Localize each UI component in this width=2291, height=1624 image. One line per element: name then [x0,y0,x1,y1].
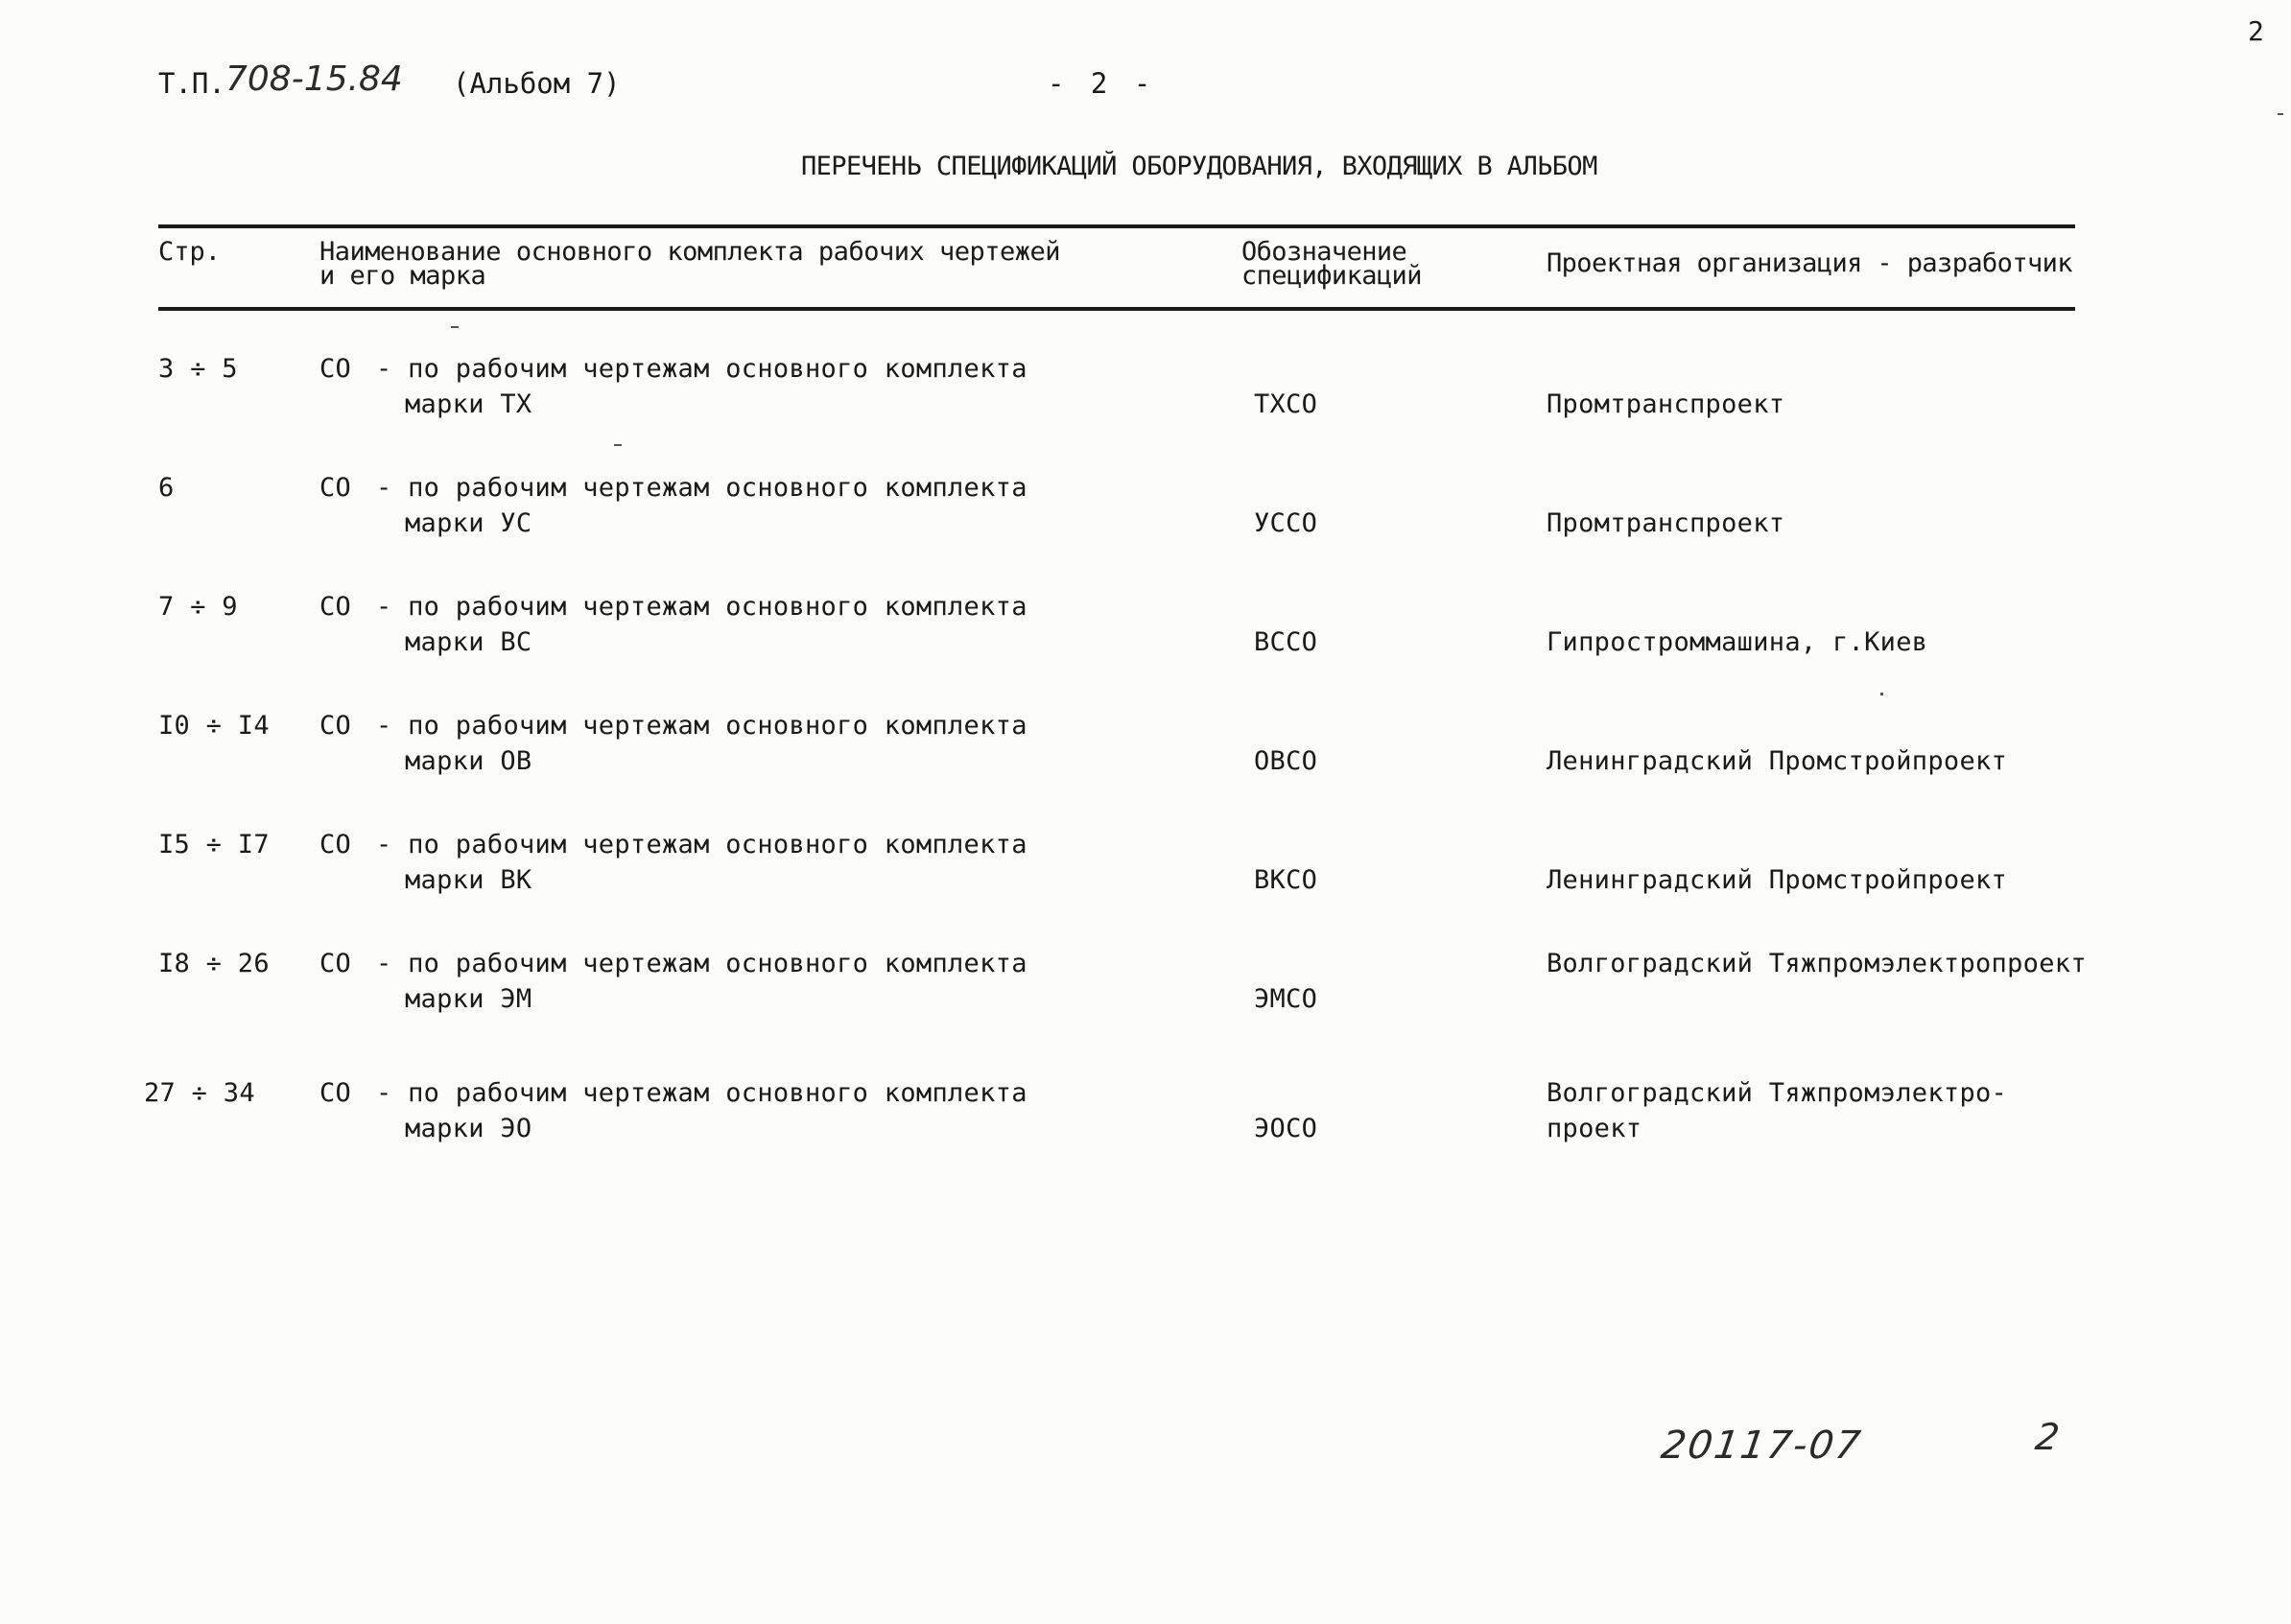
doc-code: 708-15.84 [225,59,403,99]
row-organization: Волгоградский Тяжпромэлектро- [1547,1078,2008,1108]
row-desc-line2: марки ВК [405,865,532,895]
sheet-number: 2 [2032,1416,2063,1458]
row-desc-line2: марки ВС [405,627,532,657]
document-title: ПЕРЕЧЕНЬ СПЕЦИФИКАЦИЙ ОБОРУДОВАНИЯ, ВХОДЯЩИХ В АЛЬБОМ [801,152,1597,181]
row-code: СО [319,1078,352,1108]
row-organization: Промтранспроект [1547,389,1785,419]
row-page: 27 ÷ 34 [144,1078,255,1108]
page-indicator: - 2 - [1048,67,1151,100]
row-organization: Ленинградский Промстройпроект [1547,865,2008,895]
row-page: 6 [158,473,175,503]
row-code: СО [319,354,352,384]
inventory-number: 20117-07 [1658,1424,1865,1468]
header-name-line1: Наименование основного комплекта рабочих чертежей [319,237,1061,267]
doc-prefix: Т.П. [158,67,225,100]
row-organization: Промтранспроект [1547,508,1785,538]
row-desc-line2: марки ЭО [405,1114,532,1143]
header-name-line2: и его марка [319,261,486,291]
row-desc-line1: - по рабочим чертежам основного комплекта [376,949,1027,978]
row-desc-line2: марки ОВ [405,746,532,776]
album-label: (Альбом 7) [453,67,621,100]
corner-page-number: 2 [2248,15,2264,47]
row-designation: ОВСО [1254,746,1318,776]
row-designation: ЭОСО [1254,1114,1318,1143]
row-code: СО [319,711,352,741]
row-desc-line1: - по рабочим чертежам основного комплекта [376,1078,1027,1108]
row-desc-line1: - по рабочим чертежам основного комплекта [376,354,1027,384]
row-desc-line2: марки УС [405,508,532,538]
row-page: 7 ÷ 9 [158,592,238,622]
header-designation-line2: спецификаций [1241,261,1422,291]
row-desc-line1: - по рабочим чертежам основного комплекта [376,830,1027,859]
row-code: СО [319,592,352,622]
row-code: СО [319,949,352,978]
row-desc-line1: - по рабочим чертежам основного комплекта [376,473,1027,503]
header-designation-line1: Обозначение [1241,237,1407,267]
row-desc-line1: - по рабочим чертежам основного комплекта [376,711,1027,741]
row-code: СО [319,473,352,503]
row-designation: УССО [1254,508,1318,538]
row-page: I5 ÷ I7 [158,830,270,859]
table-top-rule [158,224,2075,228]
header-page: Стр. [158,237,222,267]
row-organization: Волгоградский Тяжпромэлектропроект [1547,949,2087,978]
row-organization-line2: проект [1547,1114,1642,1143]
row-code: СО [319,830,352,859]
row-page: 3 ÷ 5 [158,354,238,384]
scan-speck [451,326,459,328]
row-page: I0 ÷ I4 [158,711,270,741]
row-organization: Ленинградский Промстройпроект [1547,746,2008,776]
row-designation: ЭМСО [1254,984,1318,1014]
scan-speck [2278,113,2283,115]
table-header-bottom-rule [158,307,2075,311]
row-designation: ВССО [1254,627,1318,657]
row-organization: Гипростроммашина, г.Киев [1547,627,1928,657]
scan-speck [1880,693,1883,695]
row-page: I8 ÷ 26 [158,949,270,978]
row-designation: ТХСО [1254,389,1318,419]
scan-speck [614,444,622,446]
header-organization: Проектная организация - разработчик [1547,248,2072,278]
row-designation: ВКСО [1254,865,1318,895]
row-desc-line1: - по рабочим чертежам основного комплекта [376,592,1027,622]
row-desc-line2: марки ЭМ [405,984,532,1014]
row-desc-line2: марки ТХ [405,389,532,419]
